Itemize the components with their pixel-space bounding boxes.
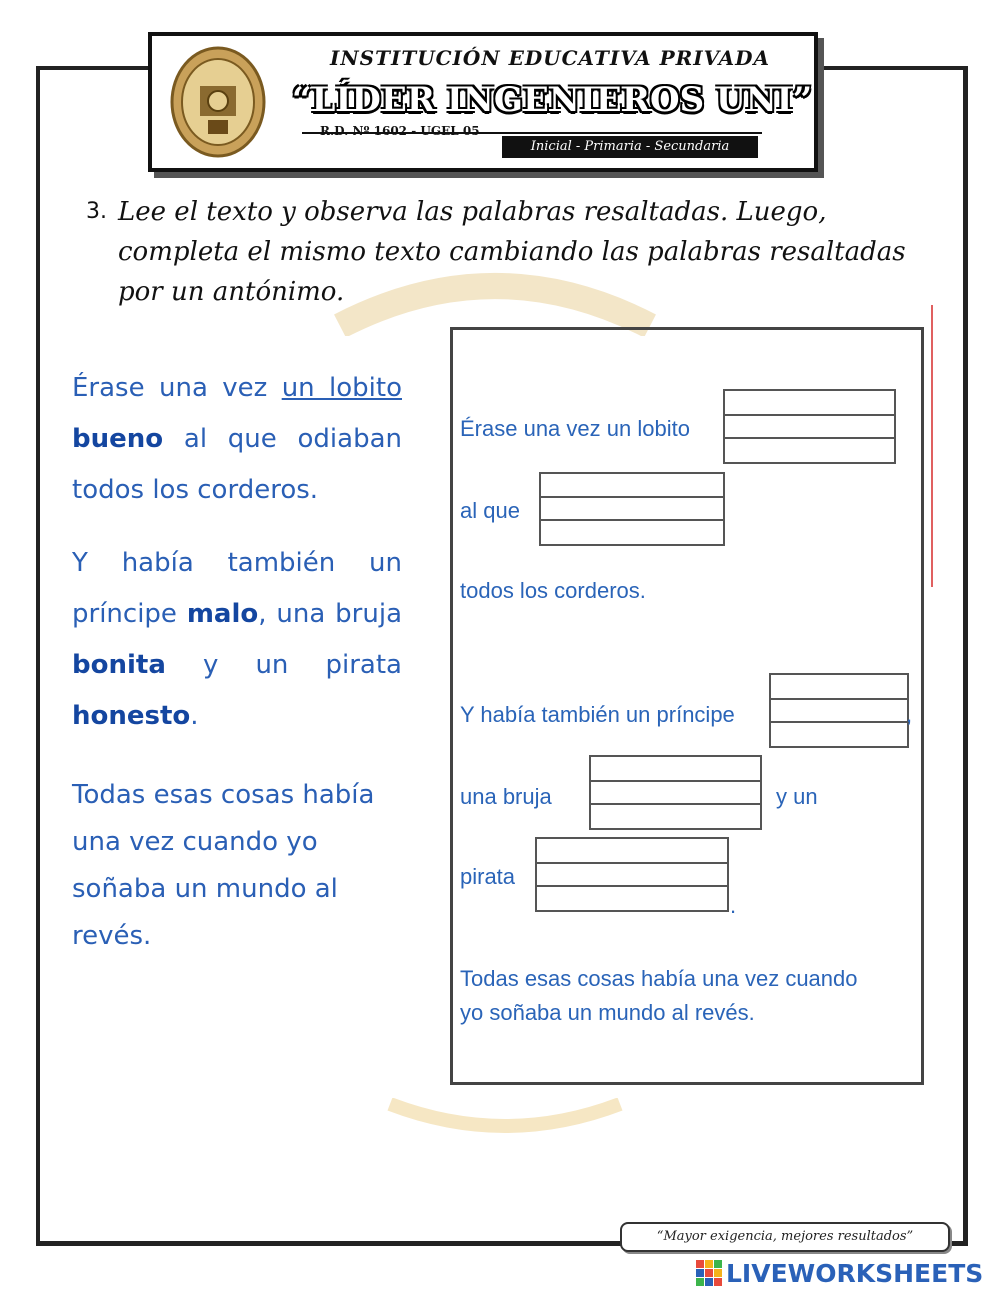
instruction-number: 3.	[86, 199, 107, 224]
answer-slot-malo[interactable]	[769, 673, 909, 748]
instruction	[86, 192, 916, 312]
highlighted-word-malo: malo	[186, 599, 259, 629]
resolution-line: R.D. Nº 1602 - UGEL 05	[320, 124, 480, 138]
answer-line-4: Y había también un príncipe	[460, 702, 735, 727]
liveworksheets-brand[interactable]	[696, 1258, 983, 1288]
school-header	[148, 32, 818, 172]
answer-line-7: Todas esas cosas había una vez cuando	[460, 966, 858, 991]
reading-text: , una bruja	[258, 599, 402, 629]
answer-line-6-period: .	[730, 893, 737, 918]
levels-bar: Inicial - Primaria - Secundaria	[502, 136, 758, 158]
highlighted-word-bonita: bonita	[72, 650, 166, 680]
motto-badge: “Mayor exigencia, mejores resultados”	[620, 1222, 950, 1252]
reading-text: y un pirata	[165, 650, 402, 680]
reading-text: al que odiaban todos los corderos.	[72, 424, 402, 505]
answer-line-4-comma: ,	[906, 702, 913, 727]
liveworksheets-logo-icon	[696, 1260, 722, 1286]
answer-slot-odiaban[interactable]	[539, 472, 725, 546]
answer-line-3: todos los corderos.	[460, 578, 646, 603]
answer-line-5a: una bruja	[460, 784, 552, 809]
underlined-phrase: un lobito	[281, 373, 402, 403]
school-seal-icon	[170, 46, 266, 158]
highlighted-word-honesto: honesto	[72, 701, 191, 731]
highlighted-word-bueno: bueno	[72, 424, 164, 454]
watermark-bottom	[380, 1098, 630, 1134]
answer-slot-honesto[interactable]	[535, 837, 729, 912]
brand-text: LIVEWORKSHEETS	[726, 1258, 984, 1288]
reading-text: Y había también un príncipe	[72, 548, 402, 629]
reading-paragraph-2	[72, 538, 402, 742]
institution-line: INSTITUCIÓN EDUCATIVA PRIVADA	[330, 46, 770, 70]
answer-line-8: yo soñaba un mundo al revés.	[460, 1000, 755, 1025]
instruction-text: Lee el texto y observa las palabras resaltadas. Luego, completa el mismo texto cambiando las palabras resaltadas por un antónimo.	[118, 197, 906, 307]
answer-slot-bueno[interactable]	[723, 389, 896, 464]
school-name: “LÍDER INGENIEROS UNI”	[292, 80, 813, 120]
reading-text: .	[190, 701, 199, 731]
reading-text: Érase una vez	[72, 373, 282, 403]
reading-paragraph-1	[72, 363, 402, 516]
answer-line-5b: y un	[776, 784, 818, 809]
answer-line-2: al que	[460, 498, 520, 523]
answer-line-6: pirata	[460, 864, 516, 889]
answer-line-1: Érase una vez un lobito	[460, 416, 690, 441]
reading-paragraph-3: Todas esas cosas había una vez cuando yo soñaba un mundo al revés.	[72, 780, 375, 951]
red-margin-line	[931, 305, 933, 587]
answer-slot-bonita[interactable]	[589, 755, 762, 830]
